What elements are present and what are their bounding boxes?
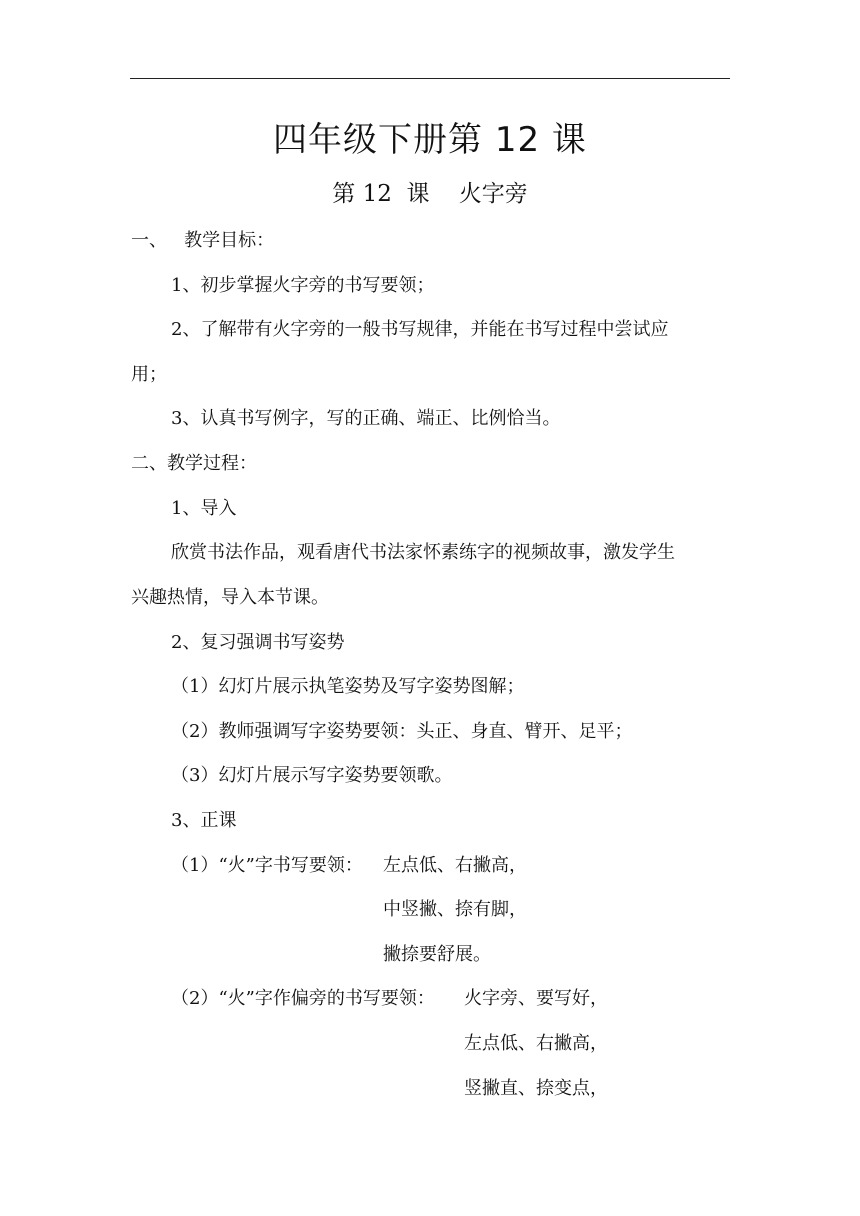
posture-item: （2）教师强调写字姿势要领：头正、身直、臂开、足平；: [171, 721, 633, 742]
objective-item: 2、了解带有火字旁的一般书写规律，并能在书写过程中尝试应: [171, 319, 669, 340]
header-rule: [130, 78, 730, 79]
intro-paragraph-line: 兴趣热情，导入本节课。: [131, 587, 329, 608]
posture-item: （1）幻灯片展示执笔姿势及写字姿势图解；: [171, 676, 525, 697]
rule-label-radical: （2）“火”字作偏旁的书写要领：: [171, 988, 435, 1009]
rhyme-line: 撇捺要舒展。: [383, 944, 491, 965]
step-heading-lesson: 3、正课: [171, 810, 237, 831]
posture-item: （3）幻灯片展示写字姿势要领歌。: [171, 765, 453, 786]
objective-item: 1、初步掌握火字旁的书写要领；: [171, 275, 435, 296]
intro-paragraph-line: 欣赏书法作品，观看唐代书法家怀素练字的视频故事，激发学生: [171, 542, 675, 563]
rhyme-line: 火字旁、要写好，: [464, 988, 608, 1009]
lesson-subtitle: 第 12 课 火字旁: [332, 181, 528, 207]
section-heading-objectives: 一、 教学目标：: [131, 230, 275, 251]
rhyme-line: 竖撇直、捺变点，: [464, 1078, 608, 1099]
rhyme-line: 左点低、右撇高，: [383, 855, 527, 876]
objective-item: 3、认真书写例字，写的正确、端正、比例恰当。: [171, 408, 561, 429]
rule-label-huo: （1）“火”字书写要领：: [171, 855, 363, 876]
step-heading-intro: 1、导入: [171, 498, 237, 519]
page-title: 四年级下册第 12 课: [273, 120, 587, 160]
objective-item-continuation: 用；: [131, 364, 167, 385]
rhyme-line: 左点低、右撇高，: [464, 1033, 608, 1054]
step-heading-posture: 2、复习强调书写姿势: [171, 632, 345, 653]
rhyme-line: 中竖撇、捺有脚，: [383, 899, 527, 920]
section-heading-process: 二、教学过程：: [131, 453, 257, 474]
